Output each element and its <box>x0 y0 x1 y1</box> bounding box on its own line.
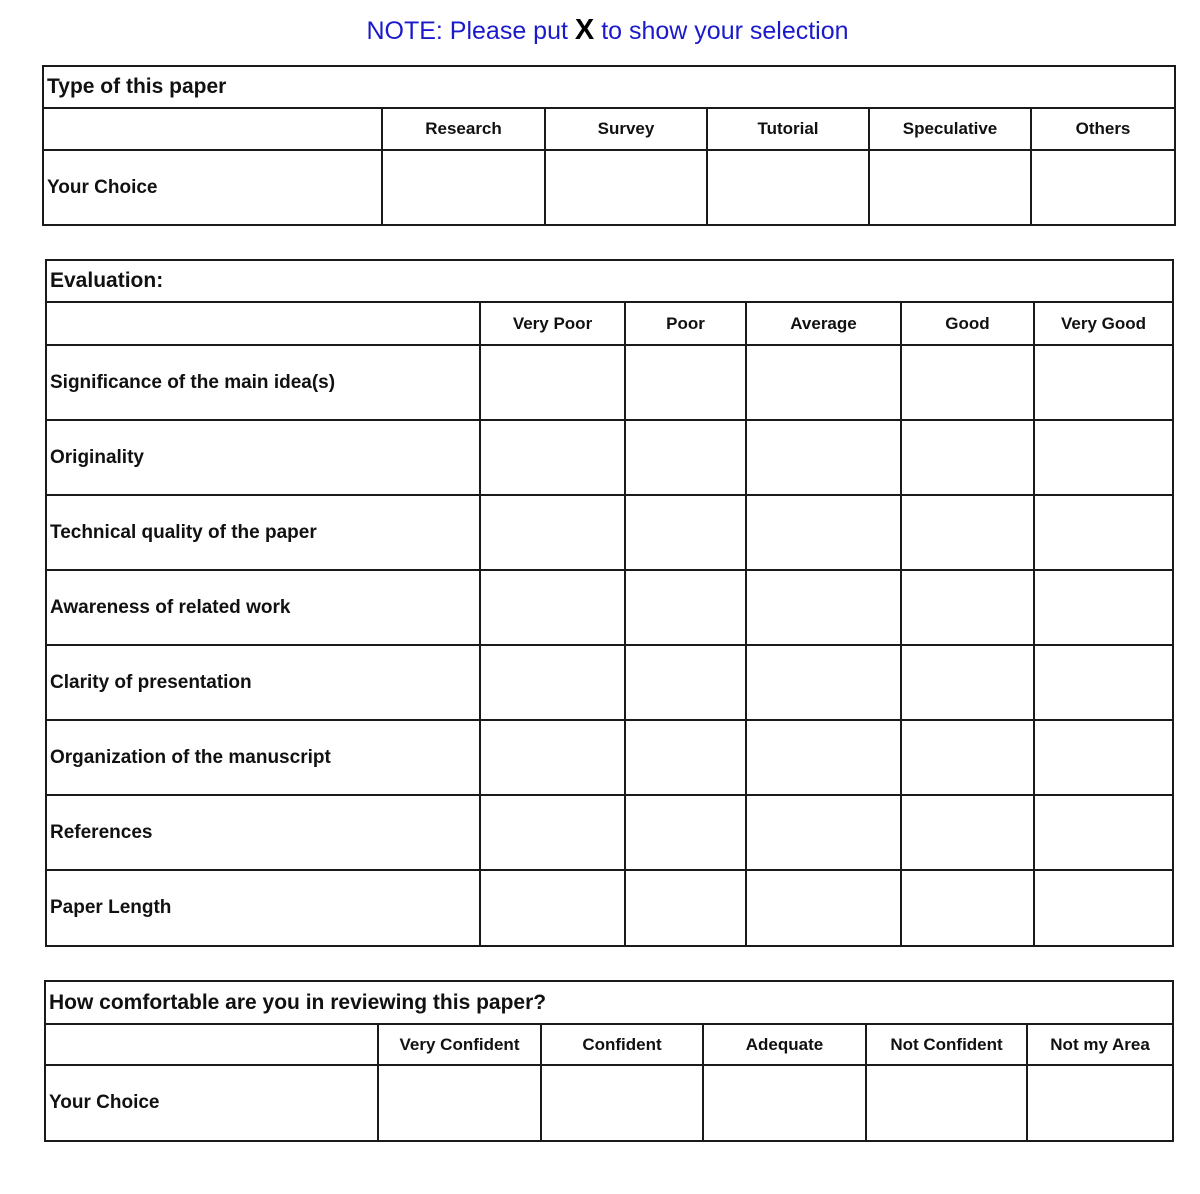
references-very-good-cell[interactable] <box>1034 795 1173 870</box>
evaluation-header-blank <box>46 302 480 345</box>
evaluation-row-organization: Organization of the manuscript <box>46 720 480 795</box>
paper-type-header-blank <box>43 108 382 150</box>
paper-length-very-poor-cell[interactable] <box>480 870 625 946</box>
related-work-good-cell[interactable] <box>901 570 1034 645</box>
paper-type-col-speculative: Speculative <box>869 108 1031 150</box>
evaluation-row-related-work: Awareness of related work <box>46 570 480 645</box>
paper-type-choice-survey[interactable] <box>545 150 707 225</box>
references-poor-cell[interactable] <box>625 795 746 870</box>
originality-very-poor-cell[interactable] <box>480 420 625 495</box>
evaluation-row-references: References <box>46 795 480 870</box>
paper-type-row-label: Your Choice <box>43 150 382 225</box>
comfort-choice-very-confident[interactable] <box>378 1065 541 1141</box>
paper-length-very-good-cell[interactable] <box>1034 870 1173 946</box>
clarity-very-good-cell[interactable] <box>1034 645 1173 720</box>
comfort-row-label: Your Choice <box>45 1065 378 1141</box>
originality-poor-cell[interactable] <box>625 420 746 495</box>
paper-length-poor-cell[interactable] <box>625 870 746 946</box>
related-work-very-poor-cell[interactable] <box>480 570 625 645</box>
comfort-col-adequate: Adequate <box>703 1024 866 1065</box>
significance-average-cell[interactable] <box>746 345 901 420</box>
paper-type-col-research: Research <box>382 108 545 150</box>
instruction-note <box>0 14 1200 47</box>
note-prefix: NOTE: Please put <box>366 17 568 45</box>
evaluation-row-paper-length: Paper Length <box>46 870 480 946</box>
clarity-good-cell[interactable] <box>901 645 1034 720</box>
evaluation-row-significance: Significance of the main idea(s) <box>46 345 480 420</box>
evaluation-col-good: Good <box>901 302 1034 345</box>
evaluation-row-originality: Originality <box>46 420 480 495</box>
comfort-title: How comfortable are you in reviewing this paper? <box>45 981 1173 1024</box>
related-work-poor-cell[interactable] <box>625 570 746 645</box>
references-very-poor-cell[interactable] <box>480 795 625 870</box>
organization-poor-cell[interactable] <box>625 720 746 795</box>
clarity-poor-cell[interactable] <box>625 645 746 720</box>
paper-type-choice-tutorial[interactable] <box>707 150 869 225</box>
originality-very-good-cell[interactable] <box>1034 420 1173 495</box>
note-x-mark: X <box>574 14 595 46</box>
paper-length-good-cell[interactable] <box>901 870 1034 946</box>
comfort-col-not-my-area: Not my Area <box>1027 1024 1173 1065</box>
paper-type-table <box>42 65 1176 226</box>
clarity-average-cell[interactable] <box>746 645 901 720</box>
related-work-average-cell[interactable] <box>746 570 901 645</box>
evaluation-col-very-poor: Very Poor <box>480 302 625 345</box>
paper-type-choice-research[interactable] <box>382 150 545 225</box>
paper-type-choice-speculative[interactable] <box>869 150 1031 225</box>
originality-average-cell[interactable] <box>746 420 901 495</box>
significance-very-poor-cell[interactable] <box>480 345 625 420</box>
comfort-choice-adequate[interactable] <box>703 1065 866 1141</box>
technical-quality-very-good-cell[interactable] <box>1034 495 1173 570</box>
evaluation-col-average: Average <box>746 302 901 345</box>
significance-poor-cell[interactable] <box>625 345 746 420</box>
paper-length-average-cell[interactable] <box>746 870 901 946</box>
evaluation-title: Evaluation: <box>46 260 1173 302</box>
significance-very-good-cell[interactable] <box>1034 345 1173 420</box>
paper-type-col-others: Others <box>1031 108 1175 150</box>
clarity-very-poor-cell[interactable] <box>480 645 625 720</box>
paper-type-title: Type of this paper <box>43 66 1175 108</box>
originality-good-cell[interactable] <box>901 420 1034 495</box>
paper-type-col-survey: Survey <box>545 108 707 150</box>
organization-very-good-cell[interactable] <box>1034 720 1173 795</box>
organization-average-cell[interactable] <box>746 720 901 795</box>
technical-quality-average-cell[interactable] <box>746 495 901 570</box>
evaluation-table <box>45 259 1174 947</box>
comfort-choice-not-confident[interactable] <box>866 1065 1027 1141</box>
comfort-col-very-confident: Very Confident <box>378 1024 541 1065</box>
related-work-very-good-cell[interactable] <box>1034 570 1173 645</box>
comfort-choice-not-my-area[interactable] <box>1027 1065 1173 1141</box>
organization-very-poor-cell[interactable] <box>480 720 625 795</box>
reviewer-comfort-table <box>44 980 1174 1142</box>
evaluation-col-poor: Poor <box>625 302 746 345</box>
comfort-header-blank <box>45 1024 378 1065</box>
technical-quality-very-poor-cell[interactable] <box>480 495 625 570</box>
significance-good-cell[interactable] <box>901 345 1034 420</box>
organization-good-cell[interactable] <box>901 720 1034 795</box>
comfort-col-confident: Confident <box>541 1024 703 1065</box>
comfort-col-not-confident: Not Confident <box>866 1024 1027 1065</box>
references-good-cell[interactable] <box>901 795 1034 870</box>
paper-type-choice-others[interactable] <box>1031 150 1175 225</box>
references-average-cell[interactable] <box>746 795 901 870</box>
comfort-choice-confident[interactable] <box>541 1065 703 1141</box>
paper-type-col-tutorial: Tutorial <box>707 108 869 150</box>
technical-quality-poor-cell[interactable] <box>625 495 746 570</box>
evaluation-row-clarity: Clarity of presentation <box>46 645 480 720</box>
note-suffix: to show your selection <box>601 17 849 45</box>
evaluation-row-technical-quality: Technical quality of the paper <box>46 495 480 570</box>
evaluation-col-very-good: Very Good <box>1034 302 1173 345</box>
technical-quality-good-cell[interactable] <box>901 495 1034 570</box>
